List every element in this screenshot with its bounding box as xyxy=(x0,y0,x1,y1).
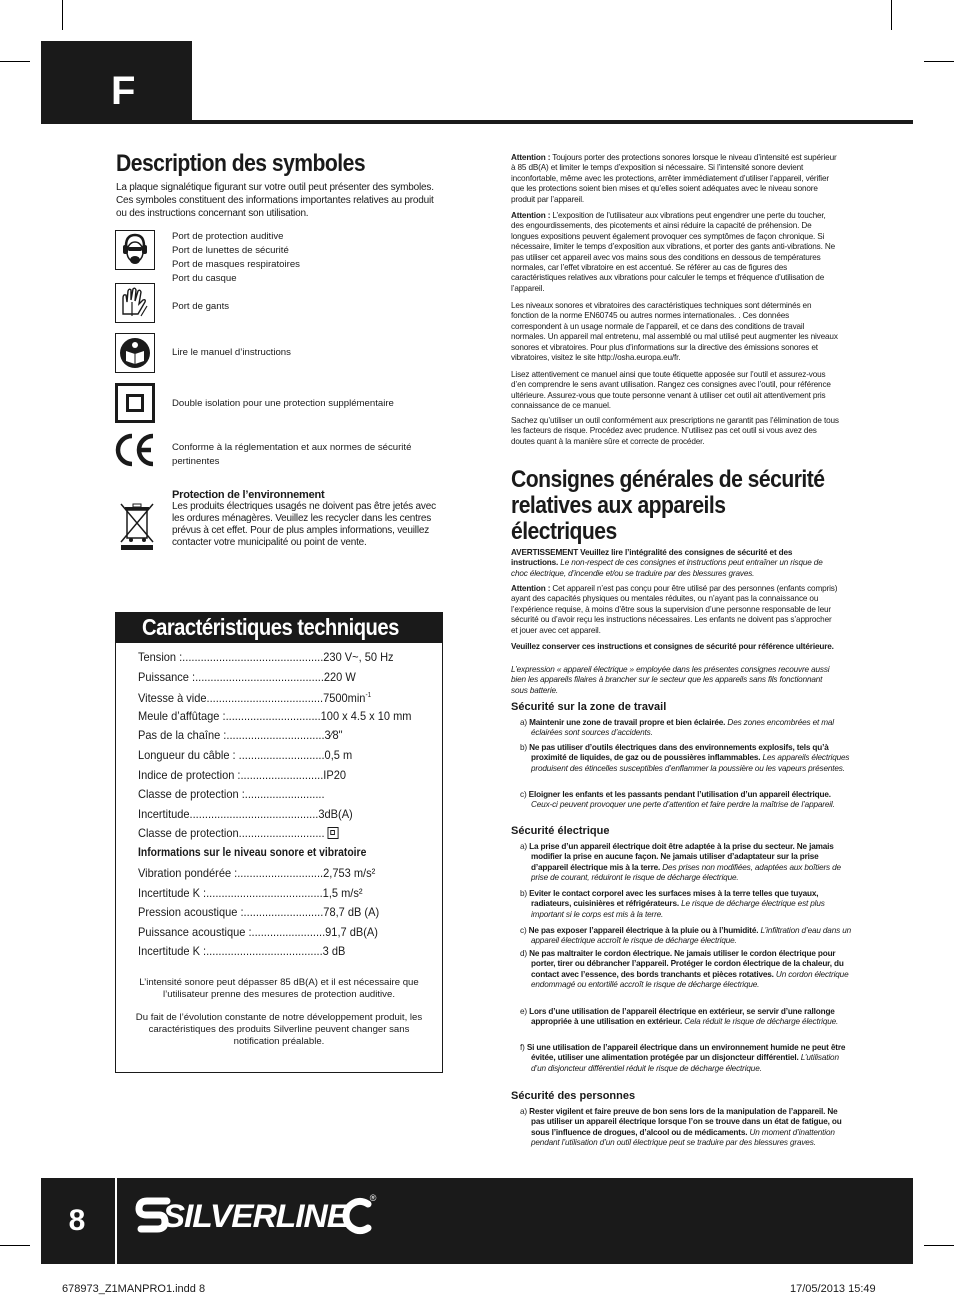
list-rule: Ne pas utiliser d’outils électriques dans des environnements explosifs, tels qu’à proximité de liquides, de gaz ou de poussières inflammables. xyxy=(529,743,829,763)
spec-label: Incertitude K :...................................... xyxy=(138,944,323,959)
spec-row xyxy=(138,925,378,939)
spec-value: 2,753 m/s² xyxy=(323,866,376,880)
list-explanation: Un moment d’inattention pendant l’utilisation d’un outil électrique peut se traduire par des blessures graves. xyxy=(531,1127,835,1148)
safety-title: Consignes générales de sécurité relatives aux appareils électriques xyxy=(511,466,825,545)
list-letter: a) xyxy=(520,842,530,851)
spec-row xyxy=(138,728,343,742)
page-number: 8 xyxy=(68,1204,86,1237)
header-rule xyxy=(41,120,913,124)
spec-value: 1,5 m/s² xyxy=(322,885,363,900)
spec-label: Longueur du câble : ............................ xyxy=(138,748,325,762)
spec-row xyxy=(138,650,394,664)
silverline-logo xyxy=(135,1193,435,1239)
list-explanation: Un cordon électrique endommagé ou entortillé accroît le risque de décharge électrique. xyxy=(531,969,849,990)
spec-value: 220 W xyxy=(323,669,356,684)
crop-mark xyxy=(924,1245,954,1246)
spec-label: Incertitude K :...................................... xyxy=(138,885,323,900)
ppe-item: Port de protection auditive xyxy=(172,231,284,242)
spec-row xyxy=(138,826,338,840)
list-item xyxy=(520,1007,851,1028)
ppe-item: Port du casque xyxy=(172,273,237,284)
keep-instructions: Veuillez conserver ces instructions et consignes de sécurité pour référence ultérieure. xyxy=(511,642,834,651)
weee-bin-icon xyxy=(118,500,156,552)
spec-value: 3 dB xyxy=(322,944,346,959)
crop-mark xyxy=(924,61,954,62)
spec-value: 3dB(A) xyxy=(318,806,353,821)
list-letter: b) xyxy=(520,889,530,898)
read-manual-icon xyxy=(115,333,155,373)
spec-row xyxy=(138,748,352,762)
list-rule: Rester vigilent et faire preuve de bon sens lors de la manipulation de l’appareil. Ne pas utiliser un appareil électrique lorsque l’on se trouve dans un état de fatigue, ou sous l’influence de drogues, d’alcool ou de médicaments. xyxy=(529,1107,842,1137)
spec-row xyxy=(138,709,411,723)
spec-value: IP20 xyxy=(323,767,347,782)
attention-vibration: Attention : L’exposition de l’utilisateur aux vibrations peut engendrer une perte du toucher, des engourdissements, des picotements et ainsi réduire la capacité de préhension. De longues expositions peuvent également provoquer ces symptômes de façon chronique. Si nécessaire, limiter le temps d’exposition aux vibrations, et porter des gants anti-vibrations. Ne pas utiliser cet appareil avec vos mains sous des conditions en dessous de températures normales, car l’effet vibratoire en est accentué. Se référer au cas de figures des caractéristiques relatives aux vibrations pour calculer le temps et fréquence d’utilisation de l’appareil. xyxy=(511,211,836,293)
list-rule: Ne pas exposer l’appareil électrique à la pluie ou à l’humidité. xyxy=(528,926,759,935)
spec-label: Pression acoustique :.......................... xyxy=(138,905,324,920)
crop-mark xyxy=(62,0,63,30)
list-letter: f) xyxy=(520,1043,527,1052)
spec-label: Tension :.............................................. xyxy=(138,650,324,664)
expression-definition: L’expression « appareil électrique » employée dans les présentes consignes recouvre aussi bien les appareils filaires à brancher sur le secteur que les appareils sans fils fonctionnant sous batterie. xyxy=(511,665,830,695)
spec-label: Pas de la chaîne :................................ xyxy=(138,728,325,743)
spec-row xyxy=(138,944,345,958)
list-rule: La prise d’un appareil électrique doit être adaptée à la prise du secteur. Ne jamais modifier la prise en aucune façon. Ne jamais utiliser d’adaptateur sur la prise d’appareil électrique mis à la terre. xyxy=(529,842,834,872)
spec-row xyxy=(138,787,325,801)
footer-file: 678973_Z1MANPRO1.indd 8 xyxy=(62,1283,206,1295)
spec-row xyxy=(138,689,371,705)
list-item xyxy=(520,926,851,947)
list-rule: Si une utilisation de l’appareil électrique dans un environnement humide ne peut être évitée, utiliser une alimentation protégée par un disjoncteur différentiel. xyxy=(526,1043,846,1063)
risk-paragraph: Sachez qu’utiliser un outil conformément aux prescriptions ne garantit pas l’élimination de tous les facteurs de risque. Procédez avec prudence. N’utilisez pas cet outil si vous avez des doutes quant à la manière sûre et correcte de procéder. xyxy=(511,416,839,446)
noise-title: Informations sur le niveau sonore et vibratoire xyxy=(138,847,367,859)
list-item xyxy=(520,1043,851,1074)
list-letter: e) xyxy=(520,1007,530,1016)
spec-value: 91,7 dB(A) xyxy=(325,924,378,939)
list-explanation: Cela réduit le risque de décharge électrique. xyxy=(682,1017,839,1027)
personal-title: Sécurité des personnes xyxy=(511,1090,636,1102)
specs-note-1: L’intensité sonore peut dépasser 85 dB(A) et il est nécessaire que l’utilisateur prenne des mesures de protection auditive. xyxy=(139,977,419,1000)
spec-label: Puissance :.......................................... xyxy=(138,669,324,684)
double-insulation-label: Double isolation pour une protection supplémentaire xyxy=(172,398,394,409)
manual-label: Lire le manuel d’instructions xyxy=(172,347,291,358)
crop-mark xyxy=(0,1245,30,1246)
crop-mark xyxy=(891,0,892,30)
environment-block xyxy=(172,489,447,549)
attention-noise: Attention : Toujours porter des protections sonores lorsque le niveau d’intensité est supérieur à 85 dB(A) et limiter le temps d’exposition si nécessaire. Si l’intensité sonore devient inconfortable, même avec les protections, arrêter immédiatement d’utiliser l’appareil, vérifier que les protections soient bien mises et qu’elles soient adéquates avec le niveau sonore produit par l’appareil. xyxy=(511,153,837,204)
list-explanation: Les appareils électriques produisent des étincelles susceptibles d’enflammer la poussière ou les vapeurs présentes. xyxy=(531,753,850,773)
read-manual-paragraph: Lisez attentivement ce manuel ainsi que toute étiquette apposée sur l’outil et assurez-vous d’en comprendre le sens avant utilisation. Rangez ces consignes avec l’outil, pour référence ultérieure. Assurez-vous que toute personne venant à utiliser cet outil ait attentivement pris connaissance de ce manuel. xyxy=(511,370,831,411)
list-letter: c) xyxy=(520,790,529,799)
list-rule: Eloigner les enfants et les passants pendant l’utilisation d’un appareil électrique. xyxy=(528,790,831,799)
section-letter: F xyxy=(41,41,192,123)
spec-value: 100 x 4.5 x 10 mm xyxy=(320,708,412,723)
spec-label: Incertitude.......................................... xyxy=(138,806,319,821)
list-rule: Eviter le contact corporel avec les surfaces mises à la terre telles que tuyaux, radiateurs, cuisinières et réfrigérateurs. xyxy=(529,889,819,909)
brand-name: SILVERLINE xyxy=(162,1197,349,1234)
list-item xyxy=(520,790,851,811)
list-rule: Ne pas maltraiter le cordon électrique. Ne jamais utiliser le cordon électrique pour porter, tirer ou débrancher l’appareil. Protéger le cordon électrique de la chaleur, du contact avec l’essence, des bords tranchants et pièces rotatives. xyxy=(529,949,844,979)
crop-mark xyxy=(0,61,30,62)
list-letter: d) xyxy=(520,949,530,958)
spec-label: Indice de protection :........................... xyxy=(138,767,324,782)
list-explanation: L’utilisation d’un disjoncteur différentiel réduit le risque de décharge électrique. xyxy=(531,1053,839,1073)
spec-row xyxy=(138,866,375,880)
list-explanation: Ceux-ci peuvent provoquer une perte d’attention et faire perdre la maîtrise de l’appareil. xyxy=(531,800,835,810)
spec-label: Vitesse à vide...................................... xyxy=(138,691,324,706)
list-rule: Maintenir une zone de travail propre et bien éclairée. xyxy=(529,718,726,727)
spec-value: 230 V~, 50 Hz xyxy=(323,650,394,664)
ppe-item: Port de lunettes de sécurité xyxy=(172,245,289,256)
attention-persons: Attention : Cet appareil n’est pas conçu pour être utilisé par des personnes (enfants compris) ayant des capacités physiques ou mentales réduites, ou n’ayant pas la connaissance ou l’expérience requise, à moins d’être sous la supervision d’une personne responsable de leur sécurité ou d’avoir reçu les instructions nécessaires. Les enfants ne doivent pas s’approcher et jouer avec cet appareil. xyxy=(511,584,838,635)
warning-paragraph: AVERTISSEMENT Veuillez lire l’intégralité des consignes de sécurité et des instructions. Le non-respect de ces consignes et instructions peut entraîner un risque de choc électrique, d’incendie et/ou se traduire par des blessures graves. xyxy=(511,548,823,578)
list-item xyxy=(520,842,851,884)
ce-mark-icon xyxy=(113,430,157,470)
spec-label: Puissance acoustique :........................ xyxy=(138,924,326,939)
spec-label: Classe de protection :.......................... xyxy=(138,787,325,802)
hearing-eye-protection-icon xyxy=(115,230,155,270)
registered-mark: ® xyxy=(369,1193,377,1203)
spec-row xyxy=(138,807,353,821)
list-explanation: Des zones encombrées et mal éclairées sont sources d’accidents. xyxy=(531,718,834,738)
double-insulation-icon xyxy=(115,383,155,423)
spec-row xyxy=(138,886,363,900)
spec-label: Meule d’affûtage :............................... xyxy=(138,708,321,723)
gloves-icon xyxy=(115,283,155,323)
specs-note-2: Du fait de l’évolution constante de notre développement produit, les caractéristiques des produits Silverline peuvent changer sans notification préalable. xyxy=(135,1012,423,1047)
ce-label: Conforme à la réglementation et aux normes de sécurité pertinentes xyxy=(172,442,412,467)
footer-datetime: 17/05/2013 15:49 xyxy=(790,1283,876,1295)
list-explanation: L’infiltration d’eau dans un appareil électrique accroît le risque de décharge électrique. xyxy=(531,926,851,946)
symbols-intro: La plaque signalétique figurant sur votre outil peut présenter des symboles. Ces symboles constituent des informations importantes relatives au produit ou des instructions concernant son utilisation. xyxy=(116,182,434,219)
list-explanation: Des prises non modifiées, adaptées aux boîtiers de prise de courant, réduiront le risque de décharge électrique. xyxy=(531,862,841,883)
ppe-list xyxy=(172,230,300,286)
list-letter: c) xyxy=(520,926,529,935)
list-explanation: Le risque de décharge électrique est plus important si le corps est mis à la terre. xyxy=(531,899,825,919)
environment-text: Les produits électriques usagés ne doivent pas être jetés avec les ordures ménagères. Veuillez les recycler dans les centres prévus à cet effet. Pour de plus amples informations, veuillez contacter votre municipalité ou point de vente. xyxy=(172,501,436,548)
electrical-title: Sécurité électrique xyxy=(511,825,610,837)
double-insulation-icon xyxy=(327,827,338,839)
environment-title: Protection de l’environnement xyxy=(172,489,325,501)
list-item xyxy=(520,743,851,774)
gloves-label: Port de gants xyxy=(172,301,230,312)
spec-value: 78,7 dB (A) xyxy=(323,905,380,920)
specs-title: Caractéristiques techniques xyxy=(142,614,399,640)
spec-label: Classe de protection............................ xyxy=(138,826,325,841)
spec-value: 0,5 m xyxy=(324,748,353,762)
list-item xyxy=(520,889,851,920)
list-item xyxy=(520,1107,851,1149)
norms-paragraph: Les niveaux sonores et vibratoires des caractéristiques techniques sont déterminés en fonction de la norme EN60745 ou autres normes internationales. . Ces données correspondent à un usage normale de l’appareil, et ce dans des conditions de travail normales. Un appareil mal entretenu, mal assemblé ou mal utilisé peut augmenter les niveaux sonores et vibratoires. Pour plus d’informations sur la directive des émissions sonores et vibratoires, visitez le site http://osha.europa.eu/fr. xyxy=(511,301,838,363)
spec-label: Vibration pondérée :............................ xyxy=(138,866,324,880)
list-letter: b) xyxy=(520,743,530,752)
spec-row xyxy=(138,905,379,919)
symbols-title: Description des symboles xyxy=(116,150,366,177)
spec-value: $7500\min^{-1}$ xyxy=(323,691,372,706)
spec-row xyxy=(138,768,346,782)
ppe-item: Port de masques respiratoires xyxy=(172,259,300,270)
specs-header xyxy=(115,612,443,643)
list-item xyxy=(520,718,851,739)
list-rule: Lors d’une utilisation de l’appareil électrique en extérieur, se servir d’une rallonge appropriée à une utilisation en extérieur. xyxy=(529,1007,835,1027)
list-item xyxy=(520,949,851,991)
spec-row xyxy=(138,670,356,684)
zone-title: Sécurité sur la zone de travail xyxy=(511,701,667,713)
list-letter: a) xyxy=(520,1107,530,1116)
spec-value: 3⁄8" xyxy=(324,728,343,743)
footer-separator xyxy=(115,1178,117,1264)
list-letter: a) xyxy=(520,718,530,727)
